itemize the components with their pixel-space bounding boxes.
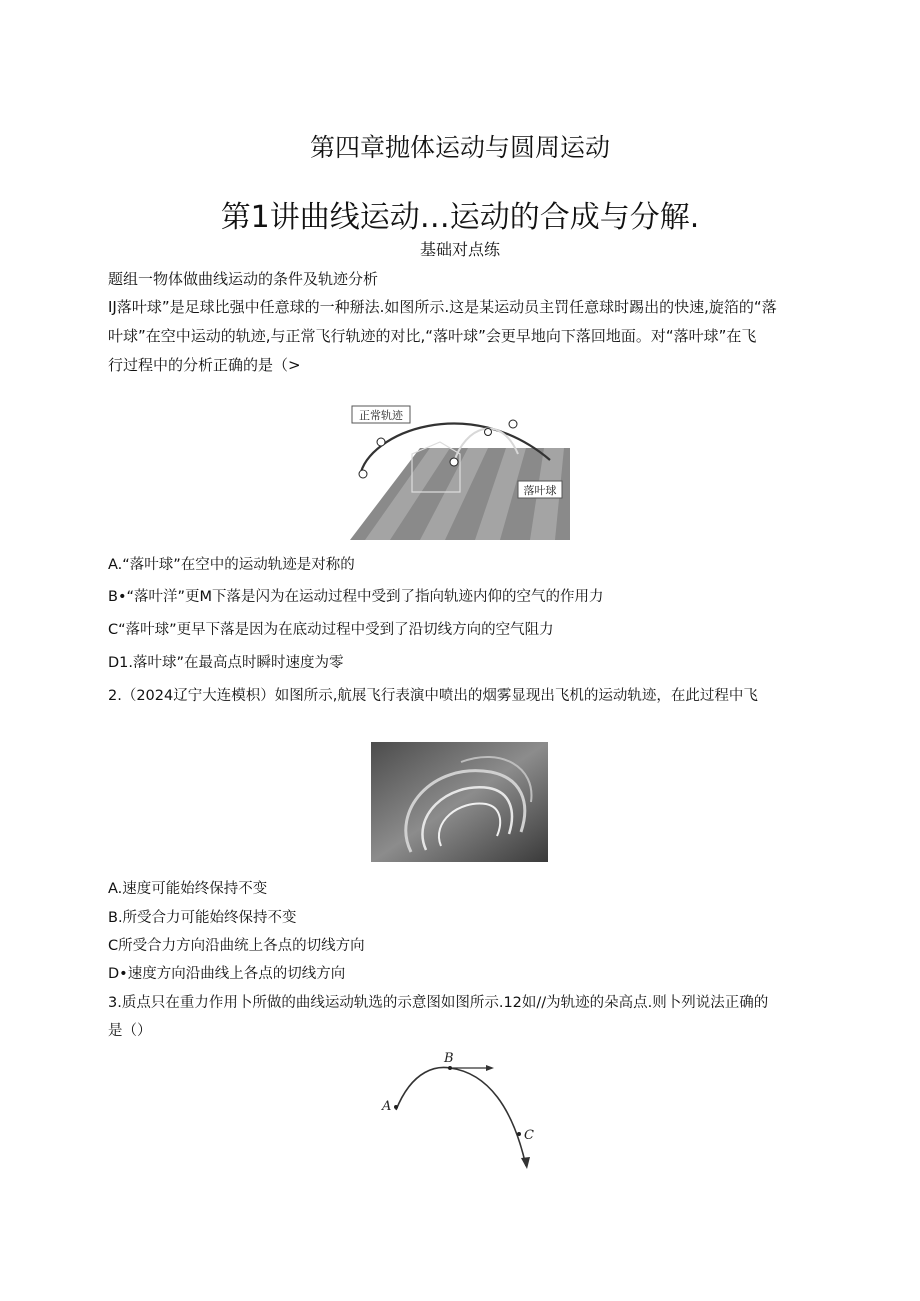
point-b xyxy=(448,1066,452,1070)
q3-figure-trajectory xyxy=(378,1048,548,1173)
q2-option-b: B.所受合力可能始终保持不变 xyxy=(108,910,297,926)
q1-stem-line-1: IJ落叶球”是足球比强中任意球的一种掰法.如图所示.这是某运动员主罚任意球时踢出的快速,旋箔的“落 xyxy=(108,298,777,316)
q2-option-c: C所受合力方向沿曲统上各点的切线方向 xyxy=(108,938,365,954)
q2-figure-svg xyxy=(371,742,548,862)
q2-figure-smoke-trails xyxy=(371,742,548,862)
point-a xyxy=(394,1105,398,1109)
ball-icon xyxy=(450,458,458,466)
lesson-title: 第1讲曲线运动…运动的合成与分解. xyxy=(220,200,700,235)
point-c xyxy=(517,1132,521,1136)
q1-option-b: B•“落叶洋”更M下落是闪为在运动过程中受到了指向轨迹内仰的空气的作用力 xyxy=(108,589,604,605)
label-b: B xyxy=(444,1051,454,1066)
ball-icon xyxy=(509,420,517,428)
topic-group-heading: 题组一物体做曲线运动的条件及轨迹分析 xyxy=(108,270,379,288)
sky-background xyxy=(371,742,548,862)
q1-stem-line-3: 行过程中的分析正确的是（> xyxy=(108,356,301,374)
label-leaf-ball: 落叶球 xyxy=(523,484,557,497)
q2-option-a: A.速度可能始终保持不变 xyxy=(108,881,268,897)
q1-option-a: A.“落叶球”在空中的运动轨迹是对称的 xyxy=(108,557,355,573)
trajectory-curve xyxy=(396,1067,526,1166)
ball-icon xyxy=(485,429,492,436)
q1-figure-svg xyxy=(350,402,570,540)
q1-option-c: C“落叶球”更早下落是因为在底动过程中受到了沿切线方向的空气阻力 xyxy=(108,622,554,638)
q2-option-d: D•速度方向沿曲线上各点的切线方向 xyxy=(108,966,346,982)
ball-icon xyxy=(359,470,367,478)
q1-option-d: D1.落叶球”在最高点时瞬时速度为零 xyxy=(108,655,344,671)
label-c: C xyxy=(524,1128,534,1143)
chapter-title: 第四章抛体运动与圆周运动 xyxy=(309,133,610,162)
velocity-arrow-c xyxy=(521,1157,530,1169)
q2-stem: 2.（2024辽宁大连模枳）如图所示,航展飞行表演中喷出的烟雾显现出飞机的运动轨迹，在此过程中飞 xyxy=(108,688,758,704)
q3-stem-line-2: 是（） xyxy=(108,1023,152,1039)
label-a: A xyxy=(382,1099,392,1114)
q3-stem-line-1: 3.质点只在重力作用卜所做的曲线运动轨选的示意图如图所示.12如//为轨迹的朵高点.则卜列说法正确的 xyxy=(108,995,769,1011)
ball-icon xyxy=(377,438,385,446)
q1-stem-line-2: 叶球”在空中运动的轨迹,与正常飞行轨迹的对比,“落叶球”会更早地向下落回地面。对“落叶球”在飞 xyxy=(108,327,757,345)
q1-figure-leaf-ball xyxy=(350,402,570,540)
section-title: 基础对点练 xyxy=(419,240,500,259)
q3-figure-svg xyxy=(378,1048,548,1173)
label-normal-path: 正常轨迹 xyxy=(359,409,403,422)
